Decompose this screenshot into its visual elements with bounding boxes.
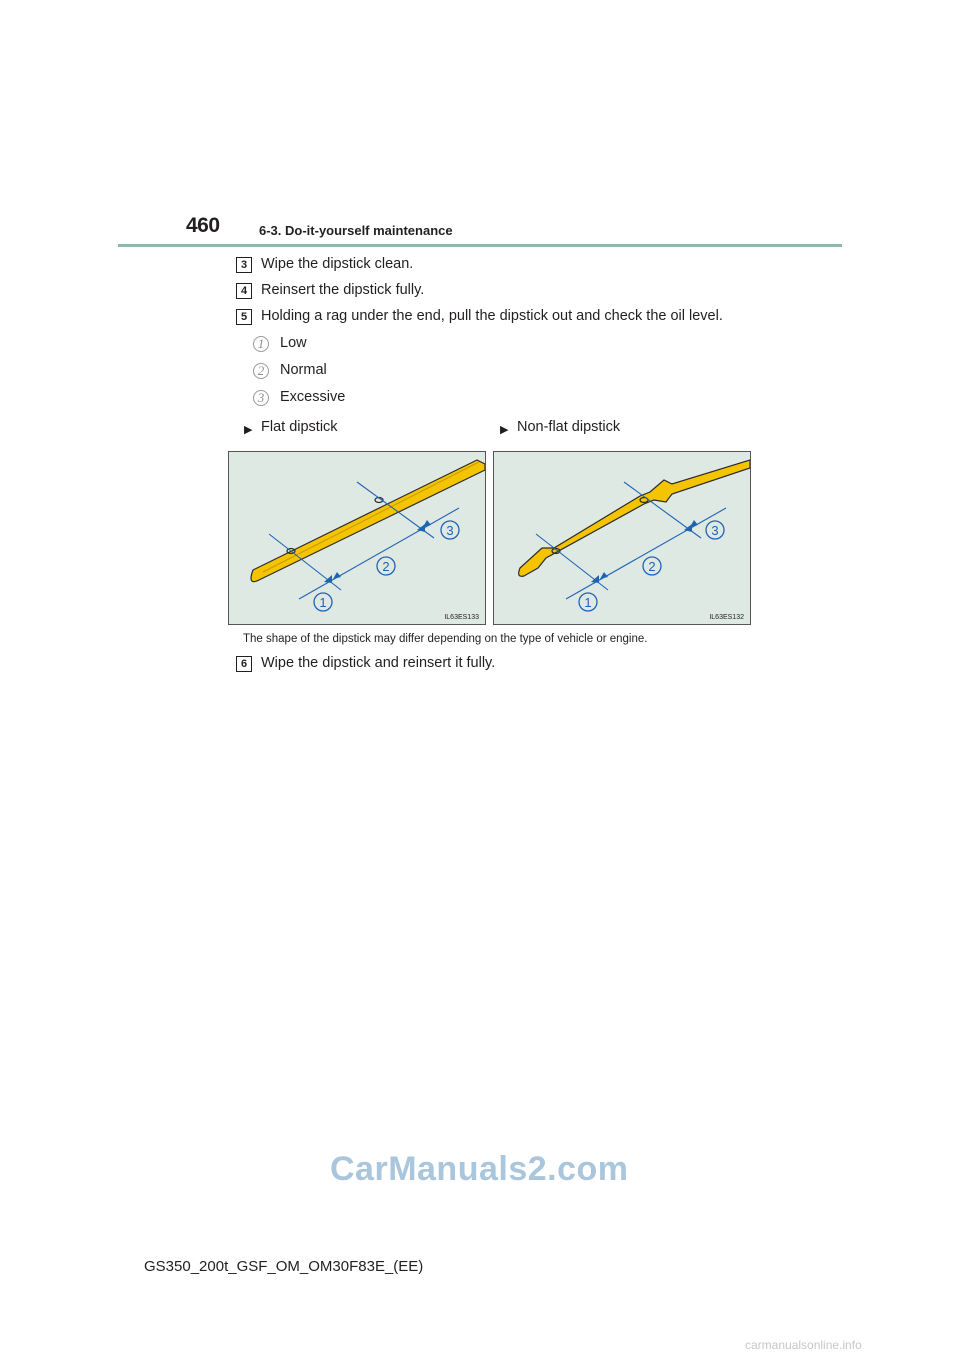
figure-code: IL63ES133	[444, 614, 479, 621]
callout-3: 3	[711, 523, 719, 538]
non-flat-dipstick-figure	[493, 451, 751, 625]
callout-2: 2	[648, 559, 656, 574]
step-text: Wipe the dipstick and reinsert it fully.	[261, 655, 496, 671]
non-flat-dipstick-illustration	[494, 452, 750, 624]
callout-3: 3	[446, 523, 454, 538]
step-text: Wipe the dipstick clean.	[261, 256, 414, 272]
figure-caption-non-flat: Non-flat dipstick	[517, 419, 621, 435]
level-label-excessive: Excessive	[280, 389, 346, 405]
figure-code: IL63ES132	[709, 614, 744, 621]
dipstick-note: The shape of the dipstick may differ depending on the type of vehicle or engine.	[243, 633, 648, 645]
document-code-footer: GS350_200t_GSF_OM_OM30F83E_(EE)	[144, 1258, 424, 1275]
flat-dipstick-illustration	[229, 452, 485, 624]
watermark-url: carmanualsonline.info	[745, 1338, 862, 1352]
callout-2: 2	[382, 559, 390, 574]
step-number: 5	[236, 309, 252, 325]
level-label-low: Low	[280, 335, 307, 351]
flat-dipstick-figure	[228, 451, 486, 625]
triangle-bullet-icon: ▶	[500, 424, 509, 436]
step-text: Holding a rag under the end, pull the dipstick out and check the oil level.	[261, 308, 723, 324]
level-number: 3	[253, 390, 269, 406]
step-number: 4	[236, 283, 252, 299]
section-title: 6-3. Do-it-yourself maintenance	[259, 223, 453, 238]
page-number: 460	[186, 214, 220, 237]
step-text: Reinsert the dipstick fully.	[261, 282, 425, 298]
callout-1: 1	[319, 595, 327, 610]
header-rule	[118, 244, 842, 247]
watermark-logo: CarManuals2.com	[330, 1150, 629, 1188]
step-number: 6	[236, 656, 252, 672]
step-number: 3	[236, 257, 252, 273]
figure-caption-flat: Flat dipstick	[261, 419, 338, 435]
callout-1: 1	[584, 595, 592, 610]
level-label-normal: Normal	[280, 362, 327, 378]
triangle-bullet-icon: ▶	[244, 424, 253, 436]
level-number: 1	[253, 336, 269, 352]
level-number: 2	[253, 363, 269, 379]
